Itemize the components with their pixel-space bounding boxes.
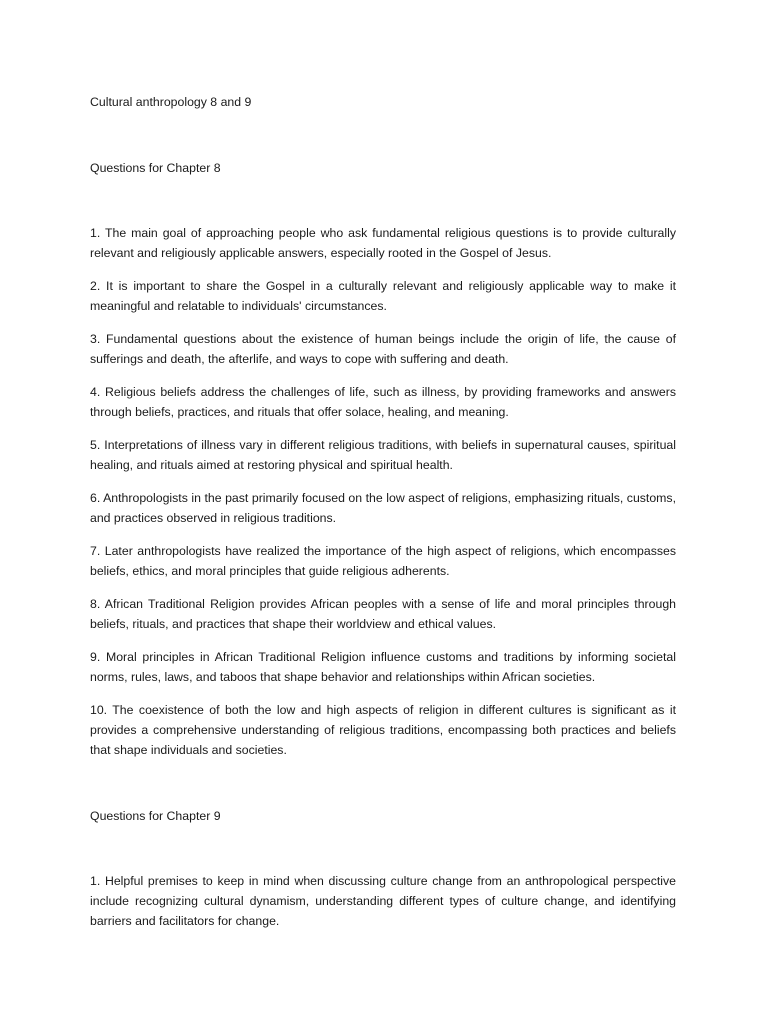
chapter-8-answer-10: 10. The coexistence of both the low and high aspects of religion in different cultures is significant as it provides a comprehensive understanding of religious traditions, encompassing both practices and beliefs that shape individuals and societies. xyxy=(90,703,676,757)
chapter-8-answer-9: 9. Moral principles in African Traditional Religion influence customs and traditions by informing societal norms, rules, laws, and taboos that shape behavior and relationships within African societies. xyxy=(90,650,676,684)
document-title: Cultural anthropology 8 and 9 xyxy=(90,95,252,109)
chapter-8-answer-5: 5. Interpretations of illness vary in different religious traditions, with beliefs in supernatural causes, spiritual healing, and rituals aimed at restoring physical and spiritual health. xyxy=(90,438,676,472)
chapter-8-answer-7: 7. Later anthropologists have realized the importance of the high aspect of religions, which encompasses beliefs, ethics, and moral principles that guide religious adherents. xyxy=(90,544,676,578)
chapter-9-answers xyxy=(90,871,676,944)
chapter-8-answer-3: 3. Fundamental questions about the existence of human beings include the origin of life, the cause of sufferings and death, the afterlife, and ways to cope with suffering and death. xyxy=(90,332,676,366)
chapter-8-answer-8: 8. African Traditional Religion provides African peoples with a sense of life and moral principles through beliefs, rituals, and practices that shape their worldview and ethical values. xyxy=(90,597,676,631)
chapter-8-answer-2: 2. It is important to share the Gospel in a culturally relevant and religiously applicable way to make it meaningful and relatable to individuals' circumstances. xyxy=(90,279,676,313)
chapter-8-answer-6: 6. Anthropologists in the past primarily focused on the low aspect of religions, emphasizing rituals, customs, and practices observed in religious traditions. xyxy=(90,491,676,525)
chapter-8-answer-1: 1. The main goal of approaching people who ask fundamental religious questions is to provide culturally relevant and religiously applicable answers, especially rooted in the Gospel of Jesus. xyxy=(90,226,676,260)
chapter-8-answer-4: 4. Religious beliefs address the challenges of life, such as illness, by providing frameworks and answers through beliefs, practices, and rituals that offer solace, healing, and meaning. xyxy=(90,385,676,419)
chapter-8-answers xyxy=(90,223,676,773)
chapter-9-answer-1: 1. Helpful premises to keep in mind when discussing culture change from an anthropological perspective include recognizing cultural dynamism, understanding different types of culture change, and identifying barriers and facilitators for change. xyxy=(90,874,676,928)
document-page xyxy=(90,0,676,1024)
chapter-9-heading: Questions for Chapter 9 xyxy=(90,809,221,823)
chapter-8-heading: Questions for Chapter 8 xyxy=(90,161,221,175)
